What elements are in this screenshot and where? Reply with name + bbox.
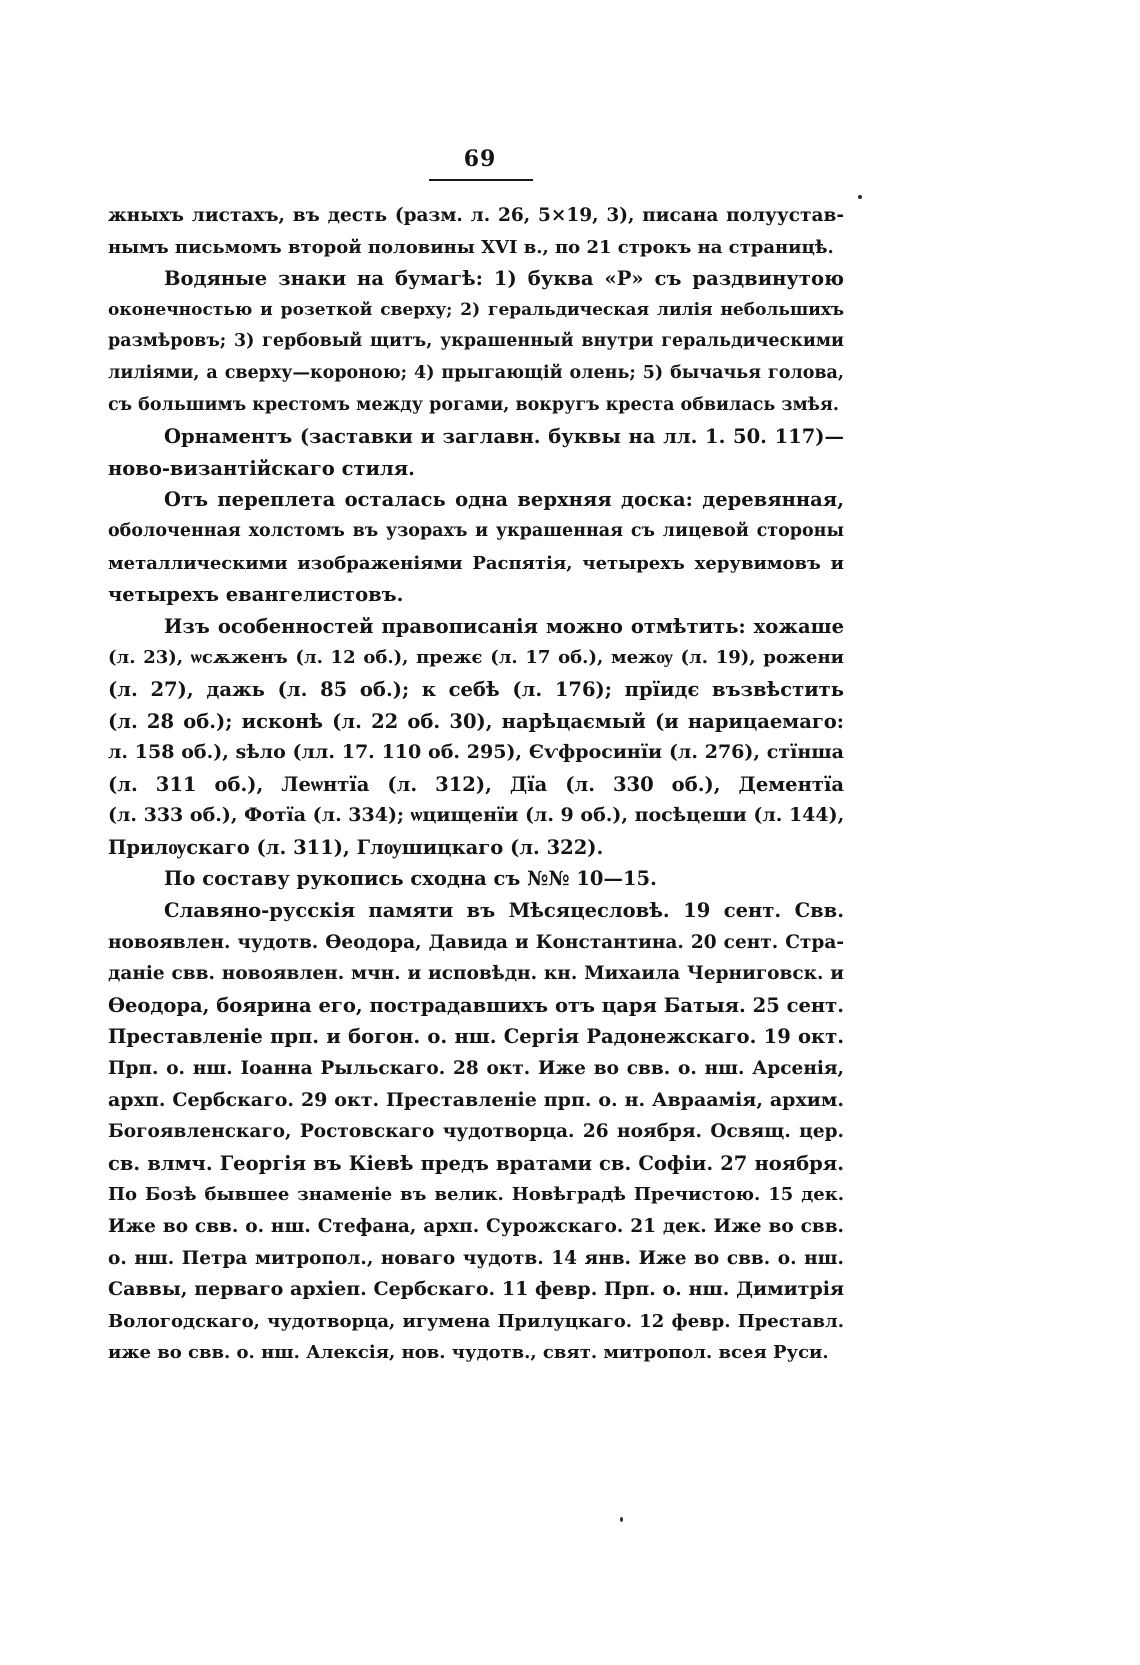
paragraph-binding (108, 484, 844, 610)
text-line: Изъ особенностей правописанія можно отмѣтить: хожаше (164, 614, 844, 638)
paragraph-manuscript-description (108, 200, 844, 263)
text-line: Прилѹскаго (л. 311), Глѹшицкаго (л. 322). (108, 835, 604, 859)
body-text (108, 200, 844, 1369)
scan-speck (620, 1517, 623, 1522)
text-line: Вологодскаго, чудотворца, игумена Прилуцкаго. 12 февр. Преставл. (108, 1310, 844, 1332)
text-line: Орнаментъ (заставки и заглавн. буквы на лл. 1. 50. 117)— (164, 425, 844, 449)
text-line: иже во свв. о. нш. Алексія, нов. чудотв., свят. митропол. всея Руси. (108, 1342, 829, 1364)
text-line: л. 158 об.), ѕѣло (лл. 17. 110 об. 295), Єѵфросинїи (л. 276), стїнша (108, 741, 844, 764)
scan-speck (858, 195, 862, 199)
text-line: Богоявленскаго, Ростовскаго чудотворца. 26 ноября. Освящ. цер. (108, 1121, 844, 1143)
text-line: Отъ переплета осталась одна верхняя доска: деревянная, (164, 488, 844, 512)
text-line: о. нш. Петра митропол., новаго чудотв. 14 янв. Иже во свв. о. нш. (108, 1247, 844, 1269)
text-line: жныхъ листахъ, въ десть (разм. л. 26, 5×19, 3), писана полуустав- (108, 205, 844, 226)
text-line: (л. 28 об.); исконѣ (л. 22 об. 30), нарѣцаємый (и нарицаемаго: (108, 709, 844, 733)
paragraph-watermarks (108, 263, 844, 421)
text-line: новоявлен. чудотв. Ѳеодора, Давида и Константина. 20 сент. Стра- (108, 931, 844, 953)
paragraph-orthography (108, 611, 844, 864)
text-line: Саввы, перваго архіеп. Сербскаго. 11 февр. Прп. о. нш. Димитрія (108, 1278, 844, 1301)
text-line: (л. 27), дажь (л. 85 об.); к себѣ (л. 176); прїидє възвѣстить (108, 677, 844, 701)
text-line: лиліями, а сверху—короною; 4) прыгающій олень; 5) бычачья голова, (108, 362, 844, 383)
text-line: даніе свв. новоявлен. мчн. и исповѣдн. кн. Михаила Черниговск. и (108, 963, 844, 985)
text-line: съ большимъ крестомъ между рогами, вокругъ креста обвилась змѣя. (108, 394, 840, 415)
text-line: металлическими изображеніями Распятія, четырехъ херувимовъ и (108, 552, 844, 574)
text-line: св. влмч. Георгія въ Кіевѣ предъ вратами св. Софіи. 27 ноября. (108, 1151, 844, 1175)
text-line: Иже во свв. о. нш. Стефана, архп. Сурожскаго. 21 дек. Иже во свв. (108, 1216, 844, 1237)
text-line: Прп. о. нш. Іоанна Рыльскаго. 28 окт. Иже во свв. о. нш. Арсенія, (108, 1058, 844, 1080)
text-line: ново-византійскаго стиля. (108, 456, 415, 480)
page-number: 69 (463, 146, 497, 172)
text-line: По составу рукопись сходна съ №№ 10—15. (164, 867, 657, 891)
text-line: размѣровъ; 3) гербовый щитъ, украшенный внутри геральдическими (108, 331, 844, 352)
text-line: (л. 311 об.), Леѡнтїа (л. 312), Дїа (л. 330 об.), Дементїа (108, 772, 844, 796)
paragraph-ornament (108, 421, 844, 484)
text-line: Ѳеодора, боярина его, пострадавшихъ отъ царя Батыя. 25 сент. (108, 993, 844, 1017)
text-line: Славяно-русскія памяти въ Мѣсяцесловѣ. 19 сент. Свв. (164, 899, 844, 923)
text-line: Преставленіе прп. и богон. о. нш. Сергія Радонежскаго. 19 окт. (108, 1025, 844, 1049)
text-line: четырехъ евангелистовъ. (108, 583, 404, 607)
text-line: оболоченная холстомъ въ узорахъ и украшенная съ лицевой стороны (108, 520, 844, 541)
text-line: Водяные знаки на бумагѣ: 1) буква «Р» съ раздвинутою (164, 267, 844, 291)
text-line: нымъ письмомъ второй половины XVI в., по 21 строкъ на страницѣ. (108, 236, 834, 258)
text-line: оконечностью и розеткой сверху; 2) геральдическая лилія небольшихъ (108, 299, 844, 320)
text-line: архп. Сербскаго. 29 окт. Преставленіе прп. о. н. Авраамія, архим. (108, 1088, 844, 1111)
paragraph-composition (108, 863, 844, 895)
paragraph-menologion (108, 895, 844, 1369)
text-line: По Бозѣ бывшее знаменіе въ велик. Новѣградѣ Пречистою. 15 дек. (108, 1184, 844, 1206)
page-number-rule (429, 179, 533, 181)
text-line: (л. 23), ѡсѫженъ (л. 12 об.), прежє (л. 17 об.), межѹ (л. 19), рожени (108, 647, 844, 669)
text-line: (л. 333 об.), Фотїа (л. 334); ѡцищенїи (л. 9 об.), посѣцеши (л. 144), (108, 804, 844, 827)
